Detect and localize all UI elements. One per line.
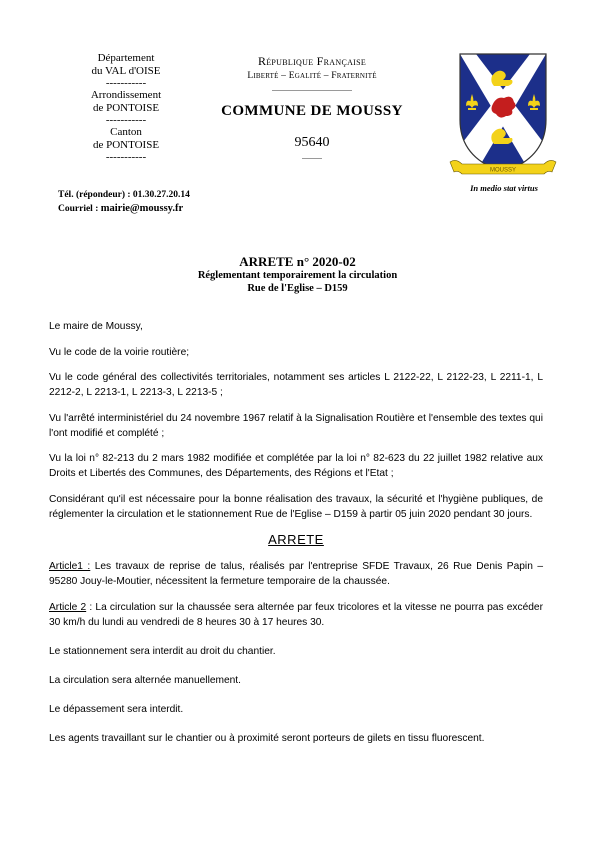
document-body — [49, 319, 543, 756]
departement-line2: du VAL d'OISE — [91, 65, 161, 77]
article-2-label: Article 2 — [49, 601, 87, 613]
banner-label: MOUSSY — [489, 167, 517, 174]
canton-line1: Canton — [110, 126, 142, 138]
article-2 — [49, 600, 543, 630]
article-2-text: : La circulation sur la chaussée sera alternée par feux tricolores et la vitesse ne pourra pas excéder 30 km/h du lundi au vendredi de 8 heures 30 à 17 heures 30. — [49, 601, 543, 628]
coat-of-arms-icon — [448, 50, 558, 180]
article-1-text: Les travaux de reprise de talus, réalisés par l'entreprise SFDE Travaux, 26 Rue Denis Papin – 95280 Jouy-le-Moutier, nécessitent la fermeture temporaire de la chaussée. — [49, 561, 543, 587]
email-label: Courriel : — [58, 204, 101, 214]
arrondissement-line1: Arrondissement — [90, 89, 162, 101]
postal-code: 95640 — [294, 135, 330, 150]
commune-name: COMMUNE DE MOUSSY — [221, 103, 403, 119]
arrondissement-line2: de PONTOISE — [92, 102, 160, 114]
vu-paragraph: Vu le code de la voirie routière; — [49, 346, 190, 358]
vu-paragraph: Vu la loi n° 82-213 du 2 mars 1982 modifiée et complétée par la loi n° 82-623 du 22 juillet 1982 relative aux Droits et Libertés des Communes, des Départements, des Régions et l'Etat ; — [49, 453, 543, 479]
arrete-subject: Réglementant temporairement la circulation — [197, 270, 398, 281]
paragraph-stationnement: Le stationnement sera interdit au droit du chantier. — [49, 645, 276, 657]
arrete-location: Rue de l'Eglise – D159 — [247, 283, 348, 294]
paragraph-agents: Les agents travaillant sur le chantier ou à proximité seront porteurs de gilets en tissu fluorescent. — [49, 732, 485, 744]
considerant-paragraph: Considérant qu'il est nécessaire pour la bonne réalisation des travaux, la sécurité et l'hygiène publiques, de réglementer la circulation et le stationnement Rue de l'Eglise – D159 à partir 05 juin 2020 pendant 30 jours. — [49, 493, 543, 520]
devise: Liberté – Egalité – Fraternité — [247, 71, 377, 81]
paragraph-depassement: Le dépassement sera interdit. — [49, 703, 184, 715]
arrete-title-block — [100, 254, 495, 295]
administrative-block — [56, 52, 196, 163]
contact-block — [58, 188, 190, 216]
vu-paragraph: Vu le code général des collectivités territoriales, notamment ses articles L 2122-22, L 2122-23, L 2211-1, L 2212-2, L 2213-1, L 2213-3, L 2213-5 ; — [49, 372, 543, 398]
article-1 — [49, 559, 543, 589]
separator: ----------- — [105, 114, 147, 126]
header-divider — [272, 90, 352, 91]
salutation: Le maire de Moussy, — [49, 321, 143, 332]
email-link[interactable]: mairie@moussy.fr — [100, 203, 184, 214]
vu-paragraph: Vu l'arrêté interministériel du 24 novembre 1967 relatif à la Signalisation Routière et l'ensemble des textes qui l'ont modifié et complété ; — [49, 412, 543, 439]
article-1-label: Article1 : — [49, 561, 91, 572]
separator: ----------- — [105, 151, 147, 163]
arrete-number: ARRETE n° 2020-02 — [239, 254, 356, 269]
arrete-heading: ARRETE — [268, 532, 324, 547]
canton-line2: de PONTOISE — [92, 139, 160, 151]
paragraph-circulation: La circulation sera alternée manuellement. — [49, 674, 241, 686]
telephone: Tél. (répondeur) : 01.30.27.20.14 — [58, 190, 190, 200]
separator: ----------- — [105, 77, 147, 89]
motto: In medio stat virtus — [470, 183, 538, 193]
postal-divider — [302, 158, 322, 159]
republique-francaise: République Française — [257, 54, 367, 68]
departement-line1: Département — [97, 52, 155, 64]
